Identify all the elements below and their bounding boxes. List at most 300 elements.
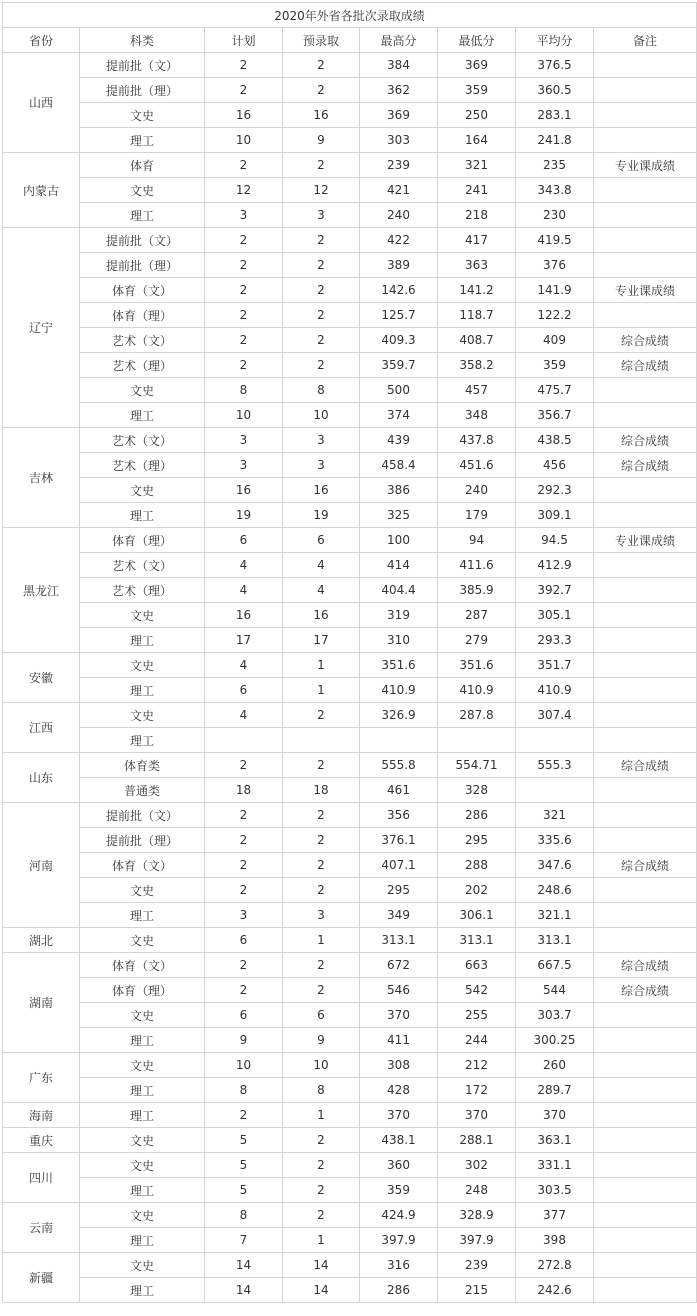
min-score-cell: 306.1 (438, 903, 516, 928)
pre-admitted-cell: 3 (283, 428, 360, 453)
avg-score-cell: 410.9 (516, 678, 594, 703)
min-score-cell: 279 (438, 628, 516, 653)
table-row (3, 153, 697, 178)
category-cell: 体育（理） (80, 303, 205, 328)
max-score-cell: 414 (360, 553, 438, 578)
plan-cell: 5 (205, 1128, 283, 1153)
remarks-cell (594, 378, 697, 403)
plan-cell: 4 (205, 578, 283, 603)
pre-admitted-cell: 16 (283, 478, 360, 503)
pre-admitted-cell: 2 (283, 1203, 360, 1228)
remarks-cell (594, 53, 697, 78)
table-body (3, 53, 697, 1303)
category-cell: 文史 (80, 928, 205, 953)
min-score-cell: 255 (438, 1003, 516, 1028)
remarks-cell (594, 1228, 697, 1253)
min-score-cell: 202 (438, 878, 516, 903)
category-cell: 艺术（文） (80, 328, 205, 353)
avg-score-cell: 343.8 (516, 178, 594, 203)
min-score-cell: 328 (438, 778, 516, 803)
min-score-cell: 287 (438, 603, 516, 628)
avg-score-cell: 241.8 (516, 128, 594, 153)
max-score-cell: 672 (360, 953, 438, 978)
max-score-cell: 369 (360, 103, 438, 128)
plan-cell: 10 (205, 128, 283, 153)
plan-cell: 6 (205, 1003, 283, 1028)
min-score-cell: 288.1 (438, 1128, 516, 1153)
category-cell: 提前批（文） (80, 803, 205, 828)
table-row (3, 1278, 697, 1303)
plan-cell: 3 (205, 903, 283, 928)
remarks-cell: 综合成绩 (594, 353, 697, 378)
min-score-cell: 351.6 (438, 653, 516, 678)
header-max-score: 最高分 (360, 28, 438, 53)
max-score-cell: 310 (360, 628, 438, 653)
pre-admitted-cell: 2 (283, 703, 360, 728)
min-score-cell (438, 728, 516, 753)
plan-cell: 10 (205, 403, 283, 428)
plan-cell: 2 (205, 878, 283, 903)
table-row (3, 328, 697, 353)
category-cell: 文史 (80, 603, 205, 628)
max-score-cell: 295 (360, 878, 438, 903)
avg-score-cell: 303.7 (516, 1003, 594, 1028)
table-row (3, 953, 697, 978)
min-score-cell: 250 (438, 103, 516, 128)
plan-cell: 5 (205, 1178, 283, 1203)
max-score-cell: 439 (360, 428, 438, 453)
table-row (3, 278, 697, 303)
max-score-cell: 546 (360, 978, 438, 1003)
min-score-cell: 451.6 (438, 453, 516, 478)
plan-cell: 8 (205, 1203, 283, 1228)
avg-score-cell: 122.2 (516, 303, 594, 328)
pre-admitted-cell: 2 (283, 1128, 360, 1153)
plan-cell: 3 (205, 428, 283, 453)
category-cell: 提前批（文） (80, 53, 205, 78)
min-score-cell: 179 (438, 503, 516, 528)
province-cell: 内蒙古 (3, 153, 80, 228)
pre-admitted-cell: 2 (283, 978, 360, 1003)
remarks-cell (594, 503, 697, 528)
max-score-cell: 142.6 (360, 278, 438, 303)
table-row (3, 378, 697, 403)
min-score-cell: 313.1 (438, 928, 516, 953)
table-row (3, 253, 697, 278)
pre-admitted-cell: 4 (283, 553, 360, 578)
min-score-cell: 286 (438, 803, 516, 828)
avg-score-cell: 363.1 (516, 1128, 594, 1153)
plan-cell: 2 (205, 978, 283, 1003)
category-cell: 艺术（理） (80, 353, 205, 378)
category-cell: 理工 (80, 628, 205, 653)
table-row (3, 303, 697, 328)
province-cell: 湖北 (3, 928, 80, 953)
avg-score-cell: 398 (516, 1228, 594, 1253)
max-score-cell (360, 728, 438, 753)
plan-cell: 2 (205, 353, 283, 378)
plan-cell: 2 (205, 278, 283, 303)
plan-cell: 4 (205, 653, 283, 678)
min-score-cell: 385.9 (438, 578, 516, 603)
table-row (3, 428, 697, 453)
min-score-cell: 348 (438, 403, 516, 428)
avg-score-cell: 309.1 (516, 503, 594, 528)
min-score-cell: 358.2 (438, 353, 516, 378)
pre-admitted-cell: 19 (283, 503, 360, 528)
province-cell: 吉林 (3, 428, 80, 528)
avg-score-cell: 377 (516, 1203, 594, 1228)
province-cell: 新疆 (3, 1253, 80, 1303)
max-score-cell: 100 (360, 528, 438, 553)
avg-score-cell: 370 (516, 1103, 594, 1128)
max-score-cell: 319 (360, 603, 438, 628)
table-row (3, 403, 697, 428)
category-cell: 理工 (80, 678, 205, 703)
min-score-cell: 244 (438, 1028, 516, 1053)
min-score-cell: 172 (438, 1078, 516, 1103)
pre-admitted-cell: 2 (283, 803, 360, 828)
province-cell: 山东 (3, 753, 80, 803)
min-score-cell: 397.9 (438, 1228, 516, 1253)
header-row (3, 28, 697, 53)
avg-score-cell: 351.7 (516, 653, 594, 678)
avg-score-cell: 544 (516, 978, 594, 1003)
min-score-cell: 411.6 (438, 553, 516, 578)
max-score-cell: 421 (360, 178, 438, 203)
remarks-cell (594, 1178, 697, 1203)
table-row (3, 528, 697, 553)
min-score-cell: 321 (438, 153, 516, 178)
table-row (3, 978, 697, 1003)
min-score-cell: 328.9 (438, 1203, 516, 1228)
province-cell: 广东 (3, 1053, 80, 1103)
table-row (3, 628, 697, 653)
category-cell: 艺术（理） (80, 578, 205, 603)
max-score-cell: 125.7 (360, 303, 438, 328)
min-score-cell: 359 (438, 78, 516, 103)
pre-admitted-cell: 2 (283, 953, 360, 978)
min-score-cell: 542 (438, 978, 516, 1003)
remarks-cell (594, 478, 697, 503)
avg-score-cell: 412.9 (516, 553, 594, 578)
avg-score-cell: 376 (516, 253, 594, 278)
plan-cell: 16 (205, 603, 283, 628)
pre-admitted-cell: 9 (283, 1028, 360, 1053)
remarks-cell: 综合成绩 (594, 978, 697, 1003)
plan-cell: 14 (205, 1278, 283, 1303)
pre-admitted-cell: 1 (283, 1228, 360, 1253)
table-row (3, 1253, 697, 1278)
remarks-cell (594, 653, 697, 678)
pre-admitted-cell: 2 (283, 1153, 360, 1178)
table-row (3, 778, 697, 803)
header-category: 科类 (80, 28, 205, 53)
remarks-cell (594, 303, 697, 328)
category-cell: 艺术（文） (80, 553, 205, 578)
avg-score-cell: 289.7 (516, 1078, 594, 1103)
avg-score-cell: 248.6 (516, 878, 594, 903)
max-score-cell: 397.9 (360, 1228, 438, 1253)
min-score-cell: 118.7 (438, 303, 516, 328)
table-row (3, 1203, 697, 1228)
plan-cell: 2 (205, 253, 283, 278)
province-cell: 江西 (3, 703, 80, 753)
table-row (3, 453, 697, 478)
category-cell: 提前批（文） (80, 228, 205, 253)
avg-score-cell: 283.1 (516, 103, 594, 128)
max-score-cell: 374 (360, 403, 438, 428)
table-row (3, 1078, 697, 1103)
table-row (3, 828, 697, 853)
min-score-cell: 457 (438, 378, 516, 403)
header-plan: 计划 (205, 28, 283, 53)
category-cell: 体育（理） (80, 978, 205, 1003)
pre-admitted-cell: 2 (283, 253, 360, 278)
avg-score-cell: 376.5 (516, 53, 594, 78)
avg-score-cell: 409 (516, 328, 594, 353)
remarks-cell (594, 78, 697, 103)
min-score-cell: 554.71 (438, 753, 516, 778)
avg-score-cell: 356.7 (516, 403, 594, 428)
avg-score-cell: 260 (516, 1053, 594, 1078)
max-score-cell: 411 (360, 1028, 438, 1053)
category-cell: 文史 (80, 1128, 205, 1153)
table-row (3, 78, 697, 103)
plan-cell: 2 (205, 803, 283, 828)
remarks-cell (594, 878, 697, 903)
remarks-cell (594, 1128, 697, 1153)
table-row (3, 578, 697, 603)
table-row (3, 603, 697, 628)
admission-scores-table (2, 2, 697, 1303)
avg-score-cell: 303.5 (516, 1178, 594, 1203)
plan-cell: 2 (205, 153, 283, 178)
min-score-cell: 141.2 (438, 278, 516, 303)
avg-score-cell: 141.9 (516, 278, 594, 303)
avg-score-cell (516, 728, 594, 753)
pre-admitted-cell: 3 (283, 203, 360, 228)
category-cell: 文史 (80, 1253, 205, 1278)
min-score-cell: 240 (438, 478, 516, 503)
category-cell: 文史 (80, 1203, 205, 1228)
plan-cell: 8 (205, 1078, 283, 1103)
province-cell: 重庆 (3, 1128, 80, 1153)
category-cell: 理工 (80, 1103, 205, 1128)
avg-score-cell: 360.5 (516, 78, 594, 103)
pre-admitted-cell: 14 (283, 1278, 360, 1303)
remarks-cell (594, 903, 697, 928)
plan-cell: 14 (205, 1253, 283, 1278)
category-cell: 文史 (80, 178, 205, 203)
avg-score-cell: 667.5 (516, 953, 594, 978)
table-row (3, 1228, 697, 1253)
plan-cell: 8 (205, 378, 283, 403)
category-cell: 理工 (80, 503, 205, 528)
pre-admitted-cell: 8 (283, 1078, 360, 1103)
plan-cell: 2 (205, 53, 283, 78)
category-cell: 文史 (80, 1153, 205, 1178)
plan-cell: 9 (205, 1028, 283, 1053)
table-row (3, 903, 697, 928)
remarks-cell: 综合成绩 (594, 453, 697, 478)
remarks-cell (594, 1028, 697, 1053)
plan-cell: 3 (205, 203, 283, 228)
max-score-cell: 313.1 (360, 928, 438, 953)
max-score-cell: 389 (360, 253, 438, 278)
min-score-cell: 437.8 (438, 428, 516, 453)
avg-score-cell: 419.5 (516, 228, 594, 253)
remarks-cell: 综合成绩 (594, 328, 697, 353)
pre-admitted-cell: 4 (283, 578, 360, 603)
max-score-cell: 386 (360, 478, 438, 503)
avg-score-cell: 475.7 (516, 378, 594, 403)
remarks-cell (594, 553, 697, 578)
province-cell: 四川 (3, 1153, 80, 1203)
table-row (3, 478, 697, 503)
avg-score-cell: 359 (516, 353, 594, 378)
category-cell: 理工 (80, 1028, 205, 1053)
plan-cell: 2 (205, 828, 283, 853)
min-score-cell: 295 (438, 828, 516, 853)
category-cell: 文史 (80, 378, 205, 403)
pre-admitted-cell: 2 (283, 153, 360, 178)
plan-cell (205, 728, 283, 753)
remarks-cell (594, 1253, 697, 1278)
table-row (3, 1053, 697, 1078)
category-cell: 体育类 (80, 753, 205, 778)
max-score-cell: 316 (360, 1253, 438, 1278)
plan-cell: 2 (205, 303, 283, 328)
min-score-cell: 417 (438, 228, 516, 253)
remarks-cell: 综合成绩 (594, 428, 697, 453)
max-score-cell: 239 (360, 153, 438, 178)
pre-admitted-cell: 1 (283, 678, 360, 703)
pre-admitted-cell: 8 (283, 378, 360, 403)
max-score-cell: 356 (360, 803, 438, 828)
max-score-cell: 500 (360, 378, 438, 403)
pre-admitted-cell: 2 (283, 78, 360, 103)
table-row (3, 178, 697, 203)
pre-admitted-cell: 1 (283, 1103, 360, 1128)
max-score-cell: 240 (360, 203, 438, 228)
max-score-cell: 308 (360, 1053, 438, 1078)
category-cell: 理工 (80, 203, 205, 228)
avg-score-cell: 230 (516, 203, 594, 228)
avg-score-cell: 307.4 (516, 703, 594, 728)
avg-score-cell: 272.8 (516, 1253, 594, 1278)
table-row (3, 553, 697, 578)
table-row (3, 928, 697, 953)
max-score-cell: 410.9 (360, 678, 438, 703)
remarks-cell (594, 1078, 697, 1103)
table-title: 2020年外省各批次录取成绩 (3, 3, 697, 28)
remarks-cell (594, 1203, 697, 1228)
plan-cell: 2 (205, 853, 283, 878)
remarks-cell: 专业课成绩 (594, 153, 697, 178)
category-cell: 理工 (80, 1228, 205, 1253)
pre-admitted-cell: 2 (283, 853, 360, 878)
avg-score-cell: 293.3 (516, 628, 594, 653)
min-score-cell: 302 (438, 1153, 516, 1178)
category-cell: 理工 (80, 1278, 205, 1303)
table-row (3, 228, 697, 253)
min-score-cell: 241 (438, 178, 516, 203)
remarks-cell (594, 1153, 697, 1178)
category-cell: 理工 (80, 903, 205, 928)
avg-score-cell: 392.7 (516, 578, 594, 603)
remarks-cell (594, 403, 697, 428)
province-cell: 山西 (3, 53, 80, 153)
table-row (3, 503, 697, 528)
table-row (3, 203, 697, 228)
remarks-cell (594, 803, 697, 828)
min-score-cell: 370 (438, 1103, 516, 1128)
min-score-cell: 248 (438, 1178, 516, 1203)
min-score-cell: 369 (438, 53, 516, 78)
plan-cell: 19 (205, 503, 283, 528)
max-score-cell: 384 (360, 53, 438, 78)
max-score-cell: 424.9 (360, 1203, 438, 1228)
max-score-cell: 376.1 (360, 828, 438, 853)
max-score-cell: 555.8 (360, 753, 438, 778)
max-score-cell: 370 (360, 1003, 438, 1028)
max-score-cell: 404.4 (360, 578, 438, 603)
remarks-cell (594, 778, 697, 803)
table-row (3, 1128, 697, 1153)
remarks-cell (594, 103, 697, 128)
pre-admitted-cell: 17 (283, 628, 360, 653)
table-row (3, 878, 697, 903)
pre-admitted-cell: 3 (283, 453, 360, 478)
province-cell: 黑龙江 (3, 528, 80, 653)
pre-admitted-cell: 12 (283, 178, 360, 203)
max-score-cell: 428 (360, 1078, 438, 1103)
remarks-cell: 综合成绩 (594, 953, 697, 978)
table-row (3, 1003, 697, 1028)
avg-score-cell: 321.1 (516, 903, 594, 928)
category-cell: 理工 (80, 403, 205, 428)
plan-cell: 6 (205, 928, 283, 953)
category-cell: 体育（文） (80, 853, 205, 878)
min-score-cell: 410.9 (438, 678, 516, 703)
category-cell: 文史 (80, 703, 205, 728)
pre-admitted-cell: 2 (283, 828, 360, 853)
category-cell: 体育 (80, 153, 205, 178)
pre-admitted-cell: 9 (283, 128, 360, 153)
category-cell: 文史 (80, 878, 205, 903)
table-row (3, 1103, 697, 1128)
plan-cell: 6 (205, 528, 283, 553)
avg-score-cell: 94.5 (516, 528, 594, 553)
table-row (3, 353, 697, 378)
min-score-cell: 408.7 (438, 328, 516, 353)
avg-score-cell: 335.6 (516, 828, 594, 853)
pre-admitted-cell: 6 (283, 1003, 360, 1028)
table-row (3, 103, 697, 128)
table-row (3, 678, 697, 703)
max-score-cell: 351.6 (360, 653, 438, 678)
avg-score-cell: 313.1 (516, 928, 594, 953)
category-cell: 文史 (80, 103, 205, 128)
min-score-cell: 212 (438, 1053, 516, 1078)
avg-score-cell: 292.3 (516, 478, 594, 503)
avg-score-cell: 300.25 (516, 1028, 594, 1053)
plan-cell: 4 (205, 703, 283, 728)
max-score-cell: 325 (360, 503, 438, 528)
min-score-cell: 288 (438, 853, 516, 878)
plan-cell: 2 (205, 78, 283, 103)
